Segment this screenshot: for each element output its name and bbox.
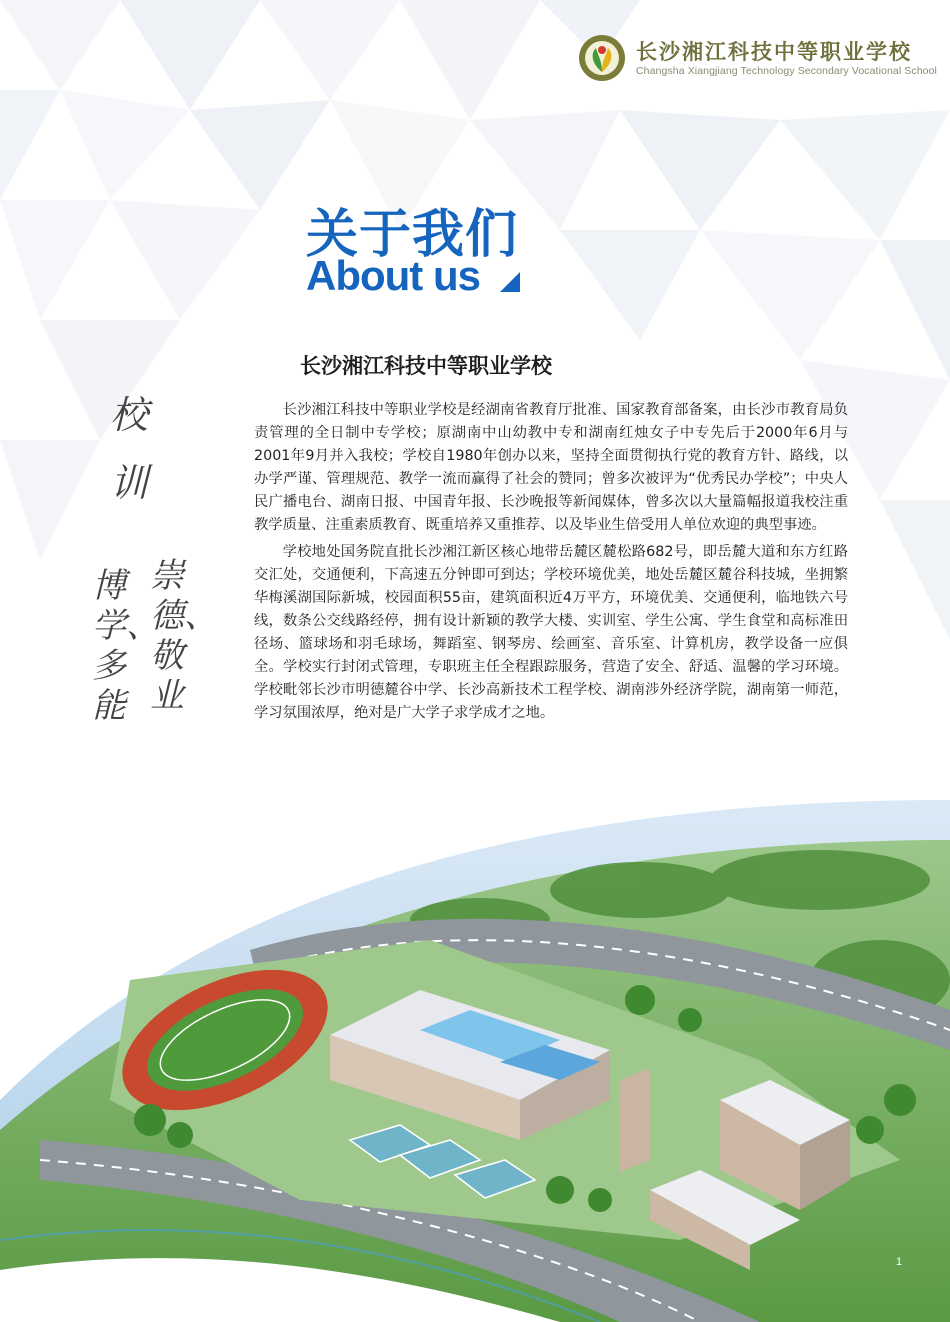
motto-phrase-1: 崇德、敬业 — [150, 556, 218, 716]
motto-phrase-2: 博学、多能 — [92, 566, 160, 726]
motto-heading-1: 校 — [110, 393, 149, 437]
school-emblem-icon — [578, 34, 626, 82]
article-paragraph: 长沙湘江科技中等职业学校是经湖南省教育厅批准、国家教育部备案，由长沙市教育局负责管理的全日制中专学校；原湖南中山幼教中专和湖南红烛女子中专先后于2000年6月与2001年9月并入我校；学校自1980年创办以来，坚持全面贯彻执行党的教育方针、路线，以办学严谨、管理规范、教学一流而赢得了社会的赞同；曾多次被评为“优秀民办学校”；中央人民广播电台、湖南日报、中国青年报、长沙晚报等新闻媒体，曾多次以大量篇幅报道我校注重教学质量、注重素质教育、既重培养又重推荐、以及毕业生倍受用人单位欢迎的典型事迹。 — [254, 402, 848, 533]
motto-heading-2: 训 — [110, 461, 149, 505]
section-title-en: About us — [306, 252, 480, 299]
article-body — [254, 399, 848, 725]
school-name-cn: 长沙湘江科技中等职业学校 — [636, 39, 912, 64]
page-number: 1 — [896, 1256, 903, 1268]
school-logo — [578, 34, 937, 84]
campus-aerial-illustration — [0, 800, 950, 1322]
section-title-cn: 关于我们 — [306, 205, 519, 265]
article-paragraph: 学校地处国务院直批长沙湘江新区核心地带岳麓区麓松路682号，即岳麓大道和东方红路交汇处，交通便利，下高速五分钟即可到达；学校环境优美，地处岳麓区麓谷科技城，坐拥繁华梅溪湖国际新城，校园面积55亩，建筑面积近4万平方，环境优美、交通便利，临地铁六号线，数条公交线路经停，拥有设计新颖的教学大楼、实训室、学生公寓、学生食堂和高标准田径场、篮球场和羽毛球场，舞蹈室、钢琴房、绘画室、音乐室、计算机房，教学设备一应俱全。学校实行封闭式管理，专职班主任全程跟踪服务，营造了安全、舒适、温馨的学习环境。学校毗邻长沙市明德麓谷中学、长沙高新技术工程学校、湖南涉外经济学院，湖南第一师范，学习氛围浓厚，绝对是广大学子求学成才之地。 — [254, 544, 848, 721]
title-triangle-icon — [500, 272, 520, 292]
school-name-en: Changsha Xiangjiang Technology Secondary Vocational School — [636, 65, 937, 77]
school-motto — [80, 390, 218, 770]
article-title: 长沙湘江科技中等职业学校 — [300, 354, 552, 378]
